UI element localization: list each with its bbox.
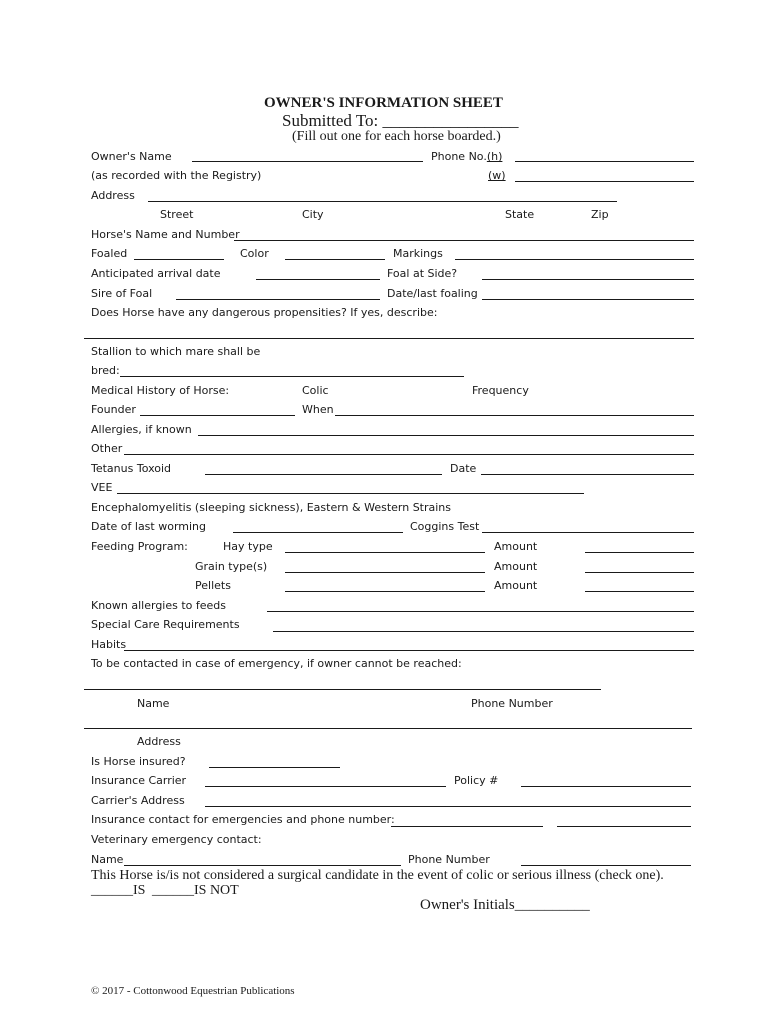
other-label: Other: [91, 442, 123, 455]
street-label: Street: [160, 208, 194, 221]
emergency-contact-label: To be contacted in case of emergency, if owner cannot be reached:: [91, 657, 462, 670]
feeding-program-label: Feeding Program:: [91, 540, 188, 553]
other-field[interactable]: [124, 454, 694, 455]
colic-label: Colic: [302, 384, 329, 397]
insured-label: Is Horse insured?: [91, 755, 186, 768]
insurance-contact-field[interactable]: [391, 826, 543, 827]
insured-field[interactable]: [209, 767, 340, 768]
owner-name-field[interactable]: [192, 161, 423, 162]
city-label: City: [302, 208, 324, 221]
color-field[interactable]: [285, 259, 385, 260]
habits-label: Habits: [91, 638, 127, 651]
arrival-label: Anticipated arrival date: [91, 267, 221, 280]
tetanus-date-field[interactable]: [481, 474, 694, 475]
dangerous-field[interactable]: [84, 338, 694, 339]
coggins-field[interactable]: [482, 532, 694, 533]
submitted-to[interactable]: Submitted To: ________________: [282, 111, 519, 130]
registry-note: (as recorded with the Registry): [91, 169, 262, 182]
hay-amount-label: Amount: [494, 540, 538, 553]
dangerous-label: Does Horse have any dangerous propensities? If yes, describe:: [91, 306, 438, 319]
surgical-is-option[interactable]: ______IS: [91, 883, 146, 898]
sire-field[interactable]: [176, 299, 380, 300]
emergency-phone-label: Phone Number: [471, 697, 553, 710]
carrier-field[interactable]: [205, 786, 446, 787]
vet-name-field[interactable]: [124, 865, 401, 866]
worming-field[interactable]: [233, 532, 403, 533]
owner-name-label: Owner's Name: [91, 150, 172, 163]
horse-name-field[interactable]: [234, 240, 694, 241]
grain-label: Grain type(s): [195, 560, 268, 573]
emergency-address-field[interactable]: [84, 728, 692, 729]
bred-label: bred:: [91, 364, 120, 377]
color-label: Color: [240, 247, 269, 260]
special-care-label: Special Care Requirements: [91, 618, 240, 631]
when-label: When: [302, 403, 334, 416]
foal-side-label: Foal at Side?: [387, 267, 458, 280]
date-foaling-label: Date/last foaling: [387, 287, 478, 300]
pellets-amount-field[interactable]: [585, 591, 694, 592]
feed-allergies-field[interactable]: [267, 611, 694, 612]
allergies-field[interactable]: [198, 435, 694, 436]
vet-name-label: Name: [91, 853, 124, 866]
habits-field[interactable]: [124, 650, 694, 651]
pellets-label: Pellets: [195, 579, 231, 592]
date-foaling-field[interactable]: [482, 299, 694, 300]
page-title: OWNER'S INFORMATION SHEET: [264, 95, 503, 111]
foal-side-field[interactable]: [482, 279, 694, 280]
bred-field[interactable]: [120, 376, 464, 377]
zip-label: Zip: [591, 208, 609, 221]
allergies-label: Allergies, if known: [91, 423, 192, 436]
address-field[interactable]: [148, 201, 617, 202]
phone-home-field[interactable]: [515, 161, 694, 162]
pellets-amount-label: Amount: [494, 579, 538, 592]
grain-amount-label: Amount: [494, 560, 538, 573]
vet-contact-label: Veterinary emergency contact:: [91, 833, 262, 846]
pellets-field[interactable]: [285, 591, 485, 592]
founder-label: Founder: [91, 403, 136, 416]
state-label: State: [505, 208, 535, 221]
sire-label: Sire of Foal: [91, 287, 153, 300]
tetanus-label: Tetanus Toxoid: [91, 462, 172, 475]
insurance-contact-label: Insurance contact for emergencies and phone number:: [91, 813, 395, 826]
feed-allergies-label: Known allergies to feeds: [91, 599, 227, 612]
carrier-label: Insurance Carrier: [91, 774, 187, 787]
carrier-address-label: Carrier's Address: [91, 794, 185, 807]
owner-initials[interactable]: Owner's Initials__________: [420, 897, 590, 913]
horse-name-label: Horse's Name and Number: [91, 228, 240, 241]
foaled-field[interactable]: [134, 259, 224, 260]
vet-phone-field[interactable]: [521, 865, 691, 866]
coggins-label: Coggins Test: [410, 520, 480, 533]
grain-amount-field[interactable]: [585, 572, 694, 573]
arrival-field[interactable]: [256, 279, 380, 280]
emergency-name-field[interactable]: [84, 689, 601, 690]
vet-phone-label: Phone Number: [408, 853, 490, 866]
phone-label: Phone No.(h): [431, 150, 503, 163]
markings-label: Markings: [393, 247, 443, 260]
medical-history-label: Medical History of Horse:: [91, 384, 230, 397]
when-field[interactable]: [335, 415, 694, 416]
carrier-address-field[interactable]: [205, 806, 691, 807]
vee-field[interactable]: [117, 493, 584, 494]
tetanus-date-label: Date: [450, 462, 477, 475]
copyright-footer: © 2017 - Cottonwood Equestrian Publications: [91, 985, 295, 997]
emergency-name-label: Name: [137, 697, 170, 710]
phone-work-label: (w): [488, 169, 506, 182]
surgical-is-not-option[interactable]: ______IS NOT: [152, 883, 239, 898]
insurance-phone-field[interactable]: [557, 826, 691, 827]
policy-label: Policy #: [454, 774, 499, 787]
vee-label: VEE: [91, 481, 113, 494]
markings-field[interactable]: [455, 259, 694, 260]
address-label: Address: [91, 189, 135, 202]
hay-field[interactable]: [285, 552, 485, 553]
phone-work-field[interactable]: [515, 181, 694, 182]
surgical-statement: This Horse is/is not considered a surgical candidate in the event of colic or serious illness (check one).: [91, 868, 664, 883]
special-care-field[interactable]: [273, 631, 694, 632]
encephalo-label: Encephalomyelitis (sleeping sickness), Eastern & Western Strains: [91, 501, 452, 514]
emergency-address-label: Address: [137, 735, 181, 748]
frequency-label: Frequency: [472, 384, 529, 397]
foaled-label: Foaled: [91, 247, 128, 260]
instruction-text: (Fill out one for each horse boarded.): [292, 129, 501, 144]
hay-amount-field[interactable]: [585, 552, 694, 553]
tetanus-field[interactable]: [205, 474, 442, 475]
worming-label: Date of last worming: [91, 520, 207, 533]
policy-field[interactable]: [521, 786, 691, 787]
founder-field[interactable]: [140, 415, 295, 416]
grain-field[interactable]: [285, 572, 485, 573]
stallion-label: Stallion to which mare shall be: [91, 345, 261, 358]
hay-label: Hay type: [223, 540, 273, 553]
